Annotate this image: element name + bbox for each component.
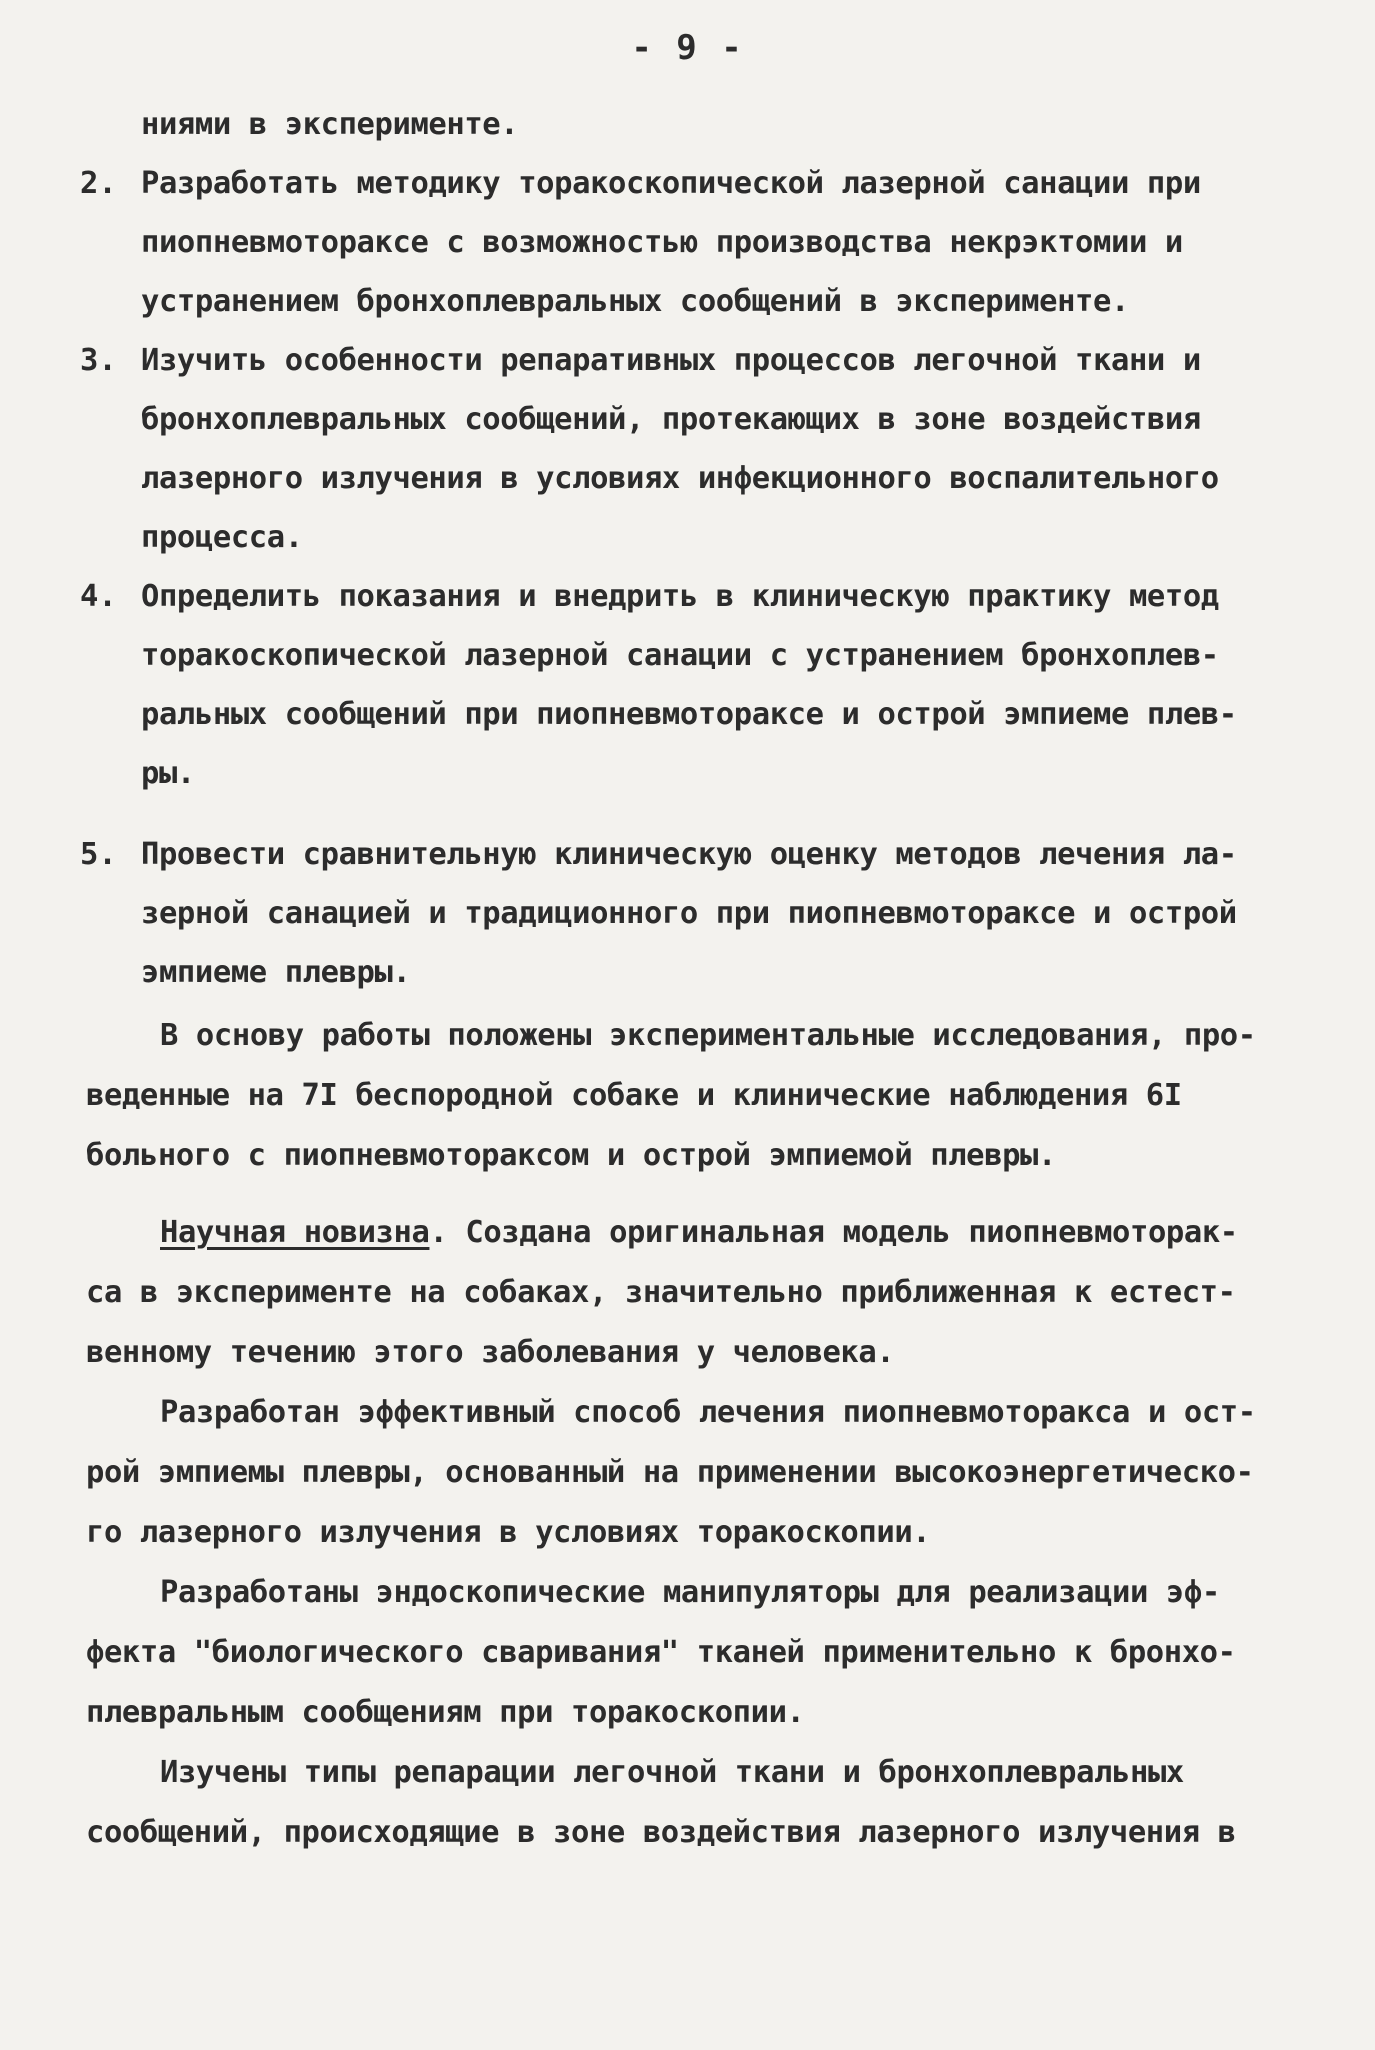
list-item-2-number: 2. bbox=[80, 166, 117, 201]
list-item-3-line-3: лазерного излучения в условиях инфекционного воспалительного bbox=[141, 461, 1219, 496]
list-item-5-line-3: эмпиеме плевры. bbox=[141, 955, 411, 990]
list-item-2-line-3: устранением бронхоплевральных сообщений в эксперименте. bbox=[141, 284, 1129, 319]
paragraph-4-line-3: плевральным сообщениям при торакоскопии. bbox=[86, 1695, 805, 1730]
paragraph-2-line-3: венному течению этого заболевания у человека. bbox=[86, 1335, 895, 1370]
paragraph-3-line-3: го лазерного излучения в условиях торакоскопии. bbox=[86, 1515, 931, 1550]
paragraph-2-line-1 bbox=[160, 1214, 1238, 1252]
paragraph-1-line-3: больного с пиопневмотораксом и острой эмпиемой плевры. bbox=[86, 1138, 1056, 1173]
list-item-3-number: 3. bbox=[80, 343, 117, 378]
list-item-3-line-1: Изучить особенности репаративных процессов легочной ткани и bbox=[141, 343, 1201, 378]
paragraph-5-line-2: сообщений, происходящие в зоне воздействия лазерного излучения в bbox=[86, 1815, 1236, 1850]
paragraph-2-line-2: са в эксперименте на собаках, значительно приближенная к естест- bbox=[86, 1275, 1236, 1310]
paragraph-3-line-1: Разработан эффективный способ лечения пиопневмоторакса и ост- bbox=[160, 1395, 1256, 1430]
paragraph-4-line-1: Разработаны эндоскопические манипуляторы для реализации эф- bbox=[160, 1575, 1220, 1610]
paragraph-2-line-1-text: . Создана оригинальная модель пиопневмоторак- bbox=[429, 1215, 1238, 1250]
list-item-5-line-2: зерной санацией и традиционного при пиопневмотораксе и острой bbox=[141, 896, 1237, 931]
paragraph-4-line-2: фекта "биологического сваривания" тканей применительно к бронхо- bbox=[86, 1635, 1236, 1670]
list-item-4-line-3: ральных сообщений при пиопневмотораксе и острой эмпиеме плев- bbox=[141, 697, 1237, 732]
list-item-4-line-2: торакоскопической лазерной санации с устранением бронхоплев- bbox=[141, 638, 1219, 673]
section-heading-novelty: Научная новизна bbox=[160, 1215, 430, 1250]
list-item-3-line-2: бронхоплевральных сообщений, протекающих в зоне воздействия bbox=[141, 402, 1201, 437]
paragraph-5-line-1: Изучены типы репарации легочной ткани и бронхоплевральных bbox=[160, 1755, 1184, 1790]
list-item-1-line-1: ниями в эксперименте. bbox=[141, 107, 519, 142]
paragraph-3-line-2: рой эмпиемы плевры, основанный на применении высокоэнергетическо- bbox=[86, 1455, 1254, 1490]
list-item-5-number: 5. bbox=[80, 837, 117, 872]
list-item-2-line-2: пиопневмотораксе с возможностью производства некрэктомии и bbox=[141, 225, 1183, 260]
list-item-4-line-1: Определить показания и внедрить в клиническую практику метод bbox=[141, 579, 1219, 614]
list-item-4-number: 4. bbox=[80, 579, 117, 614]
list-item-5-line-1: Провести сравнительную клиническую оценку методов лечения ла- bbox=[141, 837, 1237, 872]
list-item-3-line-4: процесса. bbox=[141, 520, 303, 555]
list-item-2-line-1: Разработать методику торакоскопической лазерной санации при bbox=[141, 166, 1201, 201]
list-item-4-line-4: ры. bbox=[141, 756, 195, 791]
page-number: - 9 - bbox=[631, 28, 744, 68]
paragraph-1-line-2: веденные на 7I беспородной собаке и клинические наблюдения 6I bbox=[86, 1078, 1182, 1113]
paragraph-1-line-1: В основу работы положены экспериментальные исследования, про- bbox=[160, 1018, 1256, 1053]
